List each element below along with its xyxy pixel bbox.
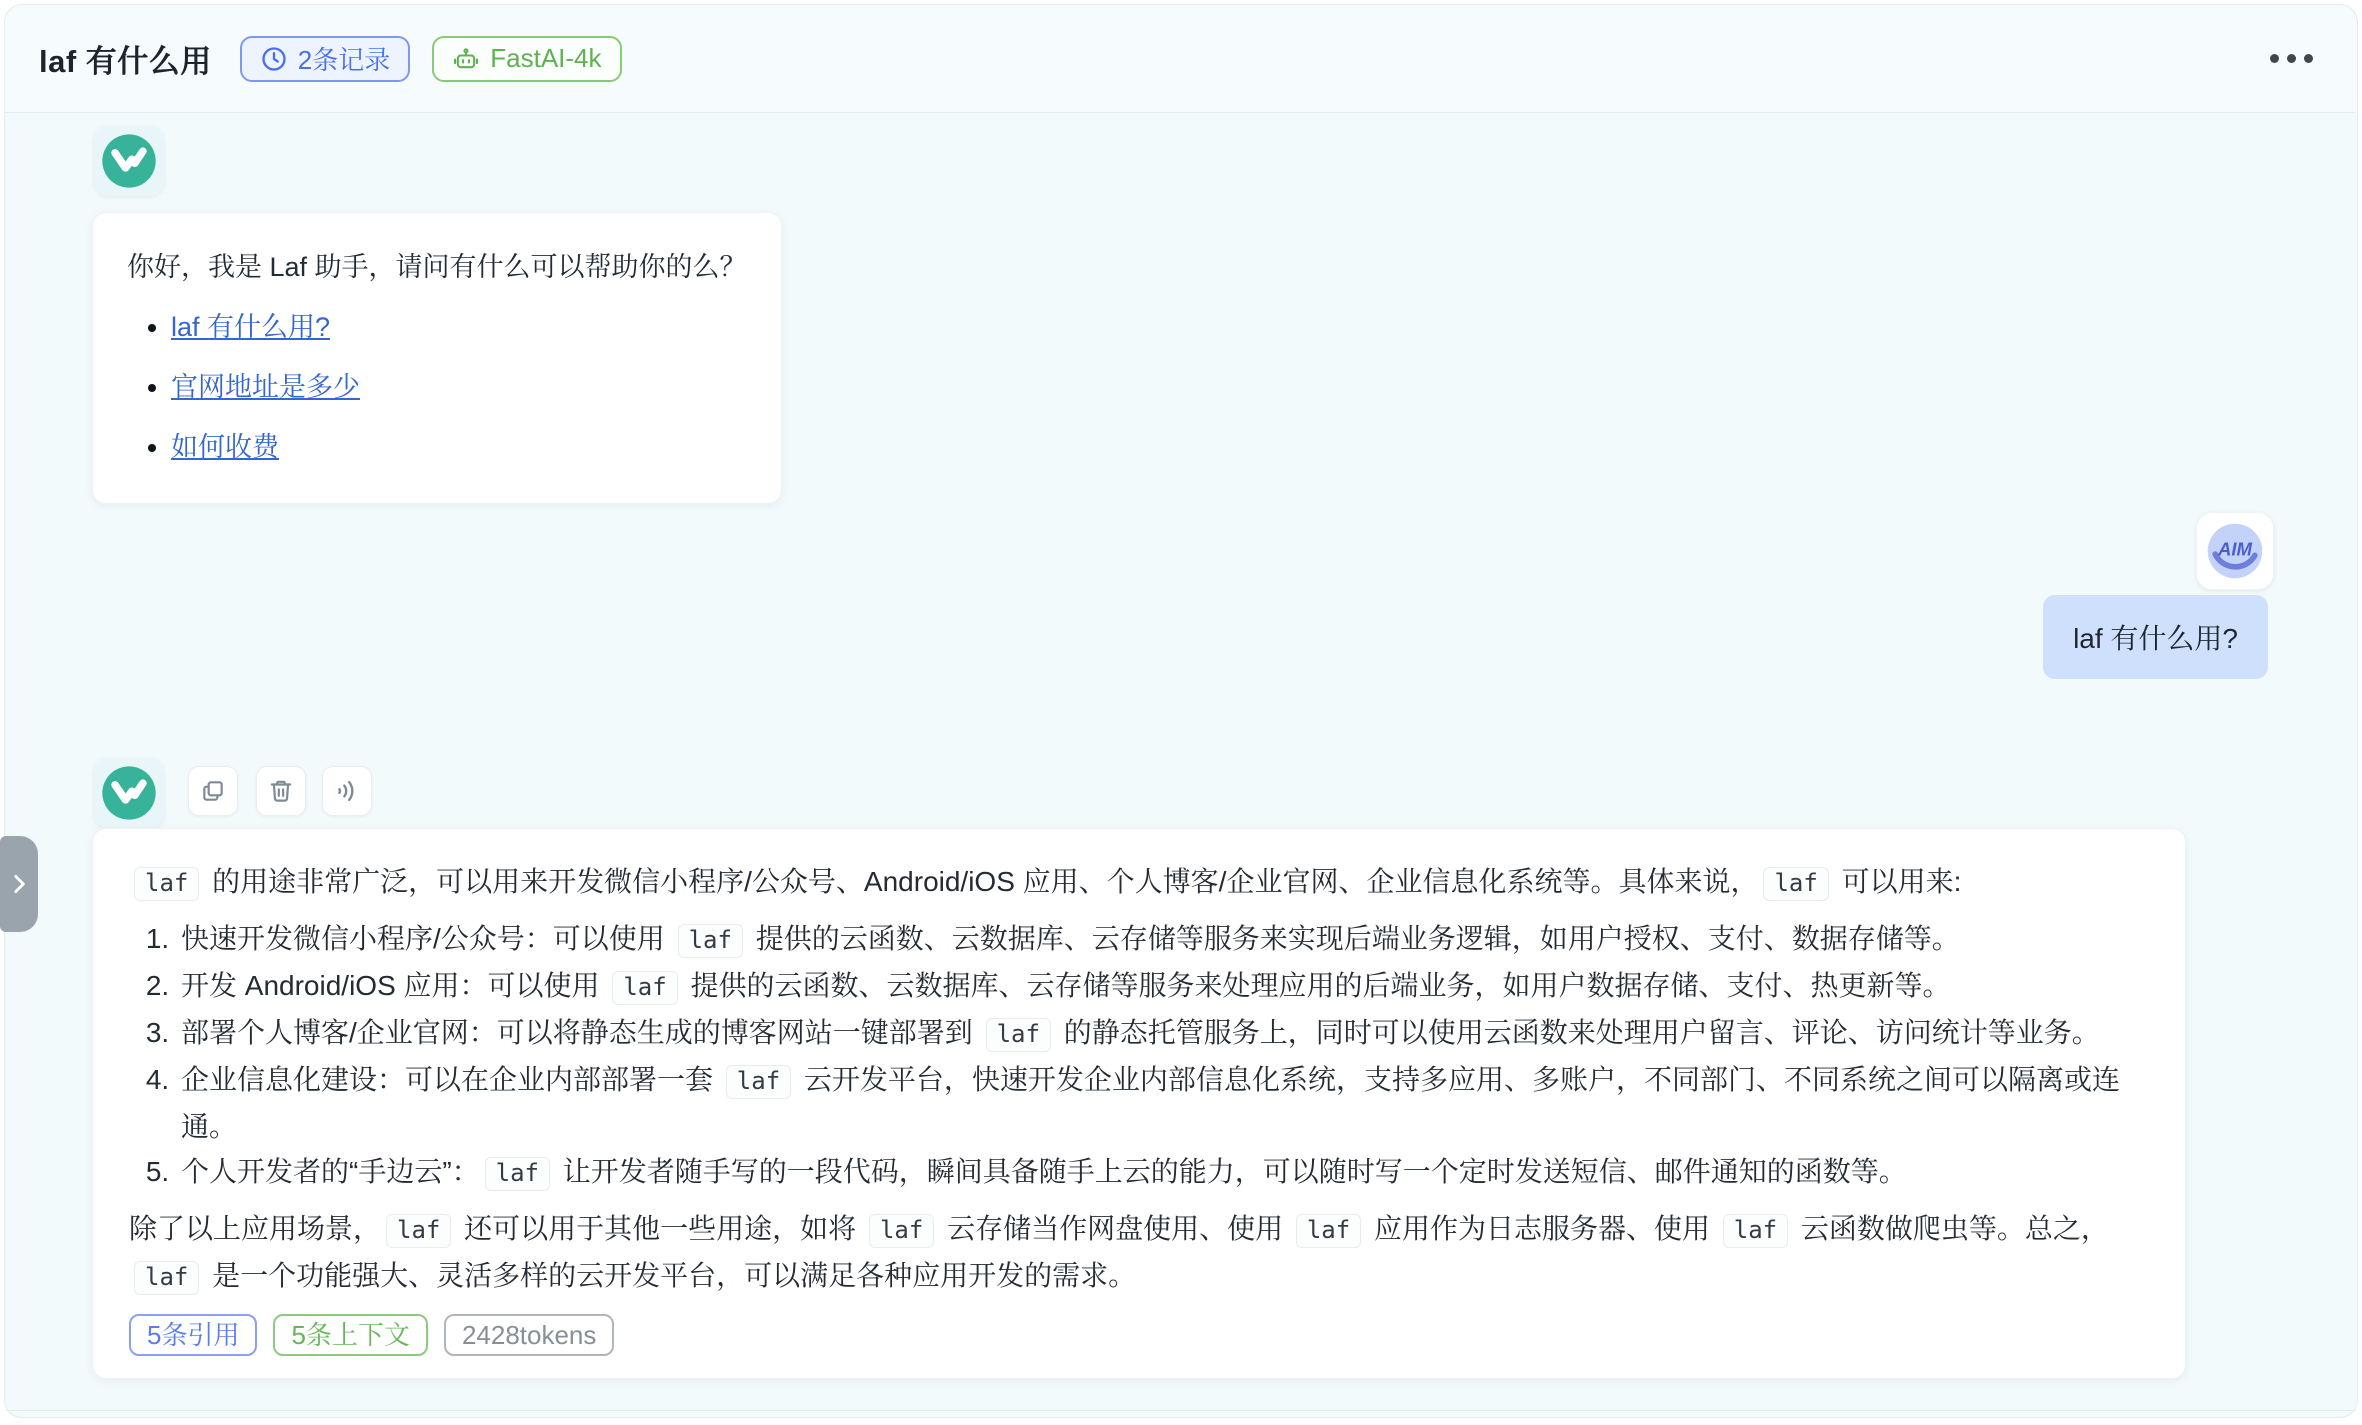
inline-code: laf [386,1214,451,1248]
inline-code: laf [869,1214,934,1248]
model-badge-label: FastAI-4k [490,43,602,73]
inline-code: laf [986,1018,1051,1052]
delete-button[interactable] [256,766,306,816]
robot-icon [452,45,480,73]
quick-link-official-site[interactable]: 官网地址是多少 [171,372,360,402]
chat-header [5,5,2355,113]
inline-code: laf [134,867,199,901]
aim-logo-icon [2204,520,2266,582]
inline-code: laf [678,924,743,958]
list-item: 3. 部署个人博客/企业官网：可以将静态生成的博客网站一键部署到 laf 的静态托管服务上，同时可以使用云函数来处理用户留言、评论、访问统计等业务。 [177,1010,2149,1057]
voice-button[interactable] [322,766,372,816]
user-message-text: laf 有什么用? [2073,623,2238,654]
assistant-avatar [94,758,164,828]
clock-icon [260,45,288,73]
tokens-badge: 2428tokens [444,1314,614,1356]
records-badge-label: 2条记录 [297,45,391,75]
chevron-right-icon [6,871,32,897]
quick-link-pricing[interactable]: 如何收费 [171,432,279,462]
inline-code: laf [1763,867,1828,901]
list-item: 2. 开发 Android/iOS 应用：可以使用 laf 提供的云函数、云数据库、云存储等服务来处理应用的后端业务，如用户数据存储、支付、热更新等。 [177,963,2149,1010]
inline-code: laf [726,1065,791,1099]
voice-icon [334,778,360,804]
answer-meta-badges [129,1314,2149,1356]
bottom-divider [6,1410,2356,1411]
citations-badge[interactable]: 5条引用 [129,1314,257,1356]
list-item [171,365,747,404]
trash-icon [268,778,294,804]
list-item: 4. 企业信息化建设：可以在企业内部部署一套 laf 云开发平台，快速开发企业内部信息化系统，支持多应用、多账户，不同部门、不同系统之间可以隔离或连通。 [177,1057,2149,1149]
assistant-greeting-bubble [92,212,782,504]
list-item [171,305,747,344]
user-message-bubble [2043,595,2268,679]
quick-link-what-is-laf[interactable]: laf 有什么用? [171,312,331,342]
svg-text:AIM: AIM [2217,538,2253,560]
records-badge[interactable] [240,36,410,82]
user-avatar [2196,512,2274,590]
ellipsis-icon[interactable] [2270,54,2313,63]
assistant-avatar [94,126,164,196]
quick-question-list [127,305,747,464]
inline-code: laf [1723,1214,1788,1248]
assistant-answer-bubble [92,828,2186,1379]
inline-code: laf [485,1157,550,1191]
answer-outro: 除了以上应用场景， laf 还可以用于其他一些用途，如将 laf 云存储当作网盘使用、使用 laf 应用作为日志服务器、使用 laf 云函数做爬虫等。总之，laf 是一个功能强大、灵活多样的云开发平台，可以满足各种应用开发的需求。 [129,1206,2149,1300]
sidebar-expand-toggle[interactable] [0,836,38,932]
greeting-text: 你好，我是 Laf 助手，请问有什么可以帮助你的么？ [127,252,747,282]
list-item: 5. 个人开发者的“手边云”： laf 让开发者随手写的一段代码，瞬间具备随手上云的能力，可以随时写一个定时发送短信、邮件通知的函数等。 [177,1149,2149,1196]
copy-button[interactable] [188,766,238,816]
context-badge[interactable]: 5条上下文 [273,1314,427,1356]
answer-intro: laf 的用途非常广泛，可以用来开发微信小程序/公众号、Android/iOS 应用、个人博客/企业官网、企业信息化系统等。具体来说， laf 可以用来: [129,859,2149,906]
laf-logo-icon [100,764,158,822]
laf-logo-icon [100,132,158,190]
inline-code: laf [612,971,677,1005]
list-item: 1. 快速开发微信小程序/公众号：可以使用 laf 提供的云函数、云数据库、云存储等服务来实现后端业务逻辑，如用户授权、支付、数据存储等。 [177,916,2149,963]
copy-icon [200,778,226,804]
list-item [171,425,747,464]
answer-list [129,916,2149,1196]
model-badge[interactable] [432,36,621,82]
inline-code: laf [134,1261,199,1295]
chat-title: laf 有什么用 [39,44,212,79]
inline-code: laf [1296,1214,1361,1248]
